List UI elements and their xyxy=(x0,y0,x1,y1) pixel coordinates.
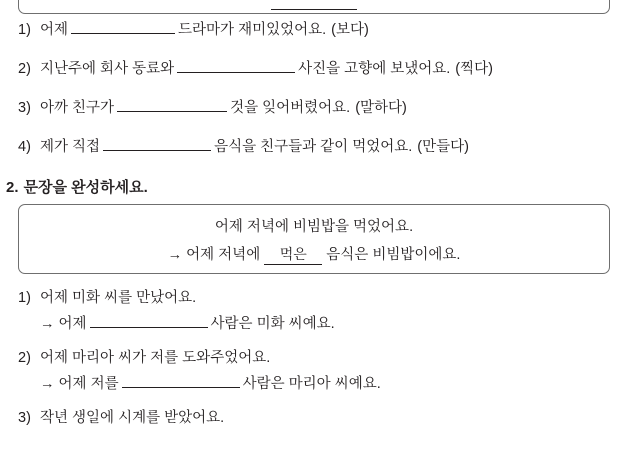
question-hint: (말하다) xyxy=(355,100,407,116)
question-row xyxy=(18,57,612,79)
question-row xyxy=(18,135,612,157)
answer-blank[interactable] xyxy=(103,135,211,151)
answer-row xyxy=(18,312,612,334)
question-row xyxy=(18,96,612,118)
question-text-before: 어제 xyxy=(40,22,69,38)
answer-blank[interactable] xyxy=(90,312,208,328)
answer-prefix: → 어제 저를 xyxy=(40,376,119,392)
question-row xyxy=(18,18,612,40)
question-row xyxy=(18,408,612,428)
answer-blank[interactable] xyxy=(117,96,227,112)
question-text-before: 지난주에 회사 동료와 xyxy=(40,61,175,77)
question-number: 1) xyxy=(18,290,31,306)
answer-blank[interactable] xyxy=(122,372,240,388)
question-number: 2) xyxy=(18,350,31,366)
section2-number: 2. xyxy=(6,179,19,196)
section2-heading xyxy=(6,176,148,197)
question-text-after: 드라마가 재미있었어요. xyxy=(178,22,327,38)
question-number: 4) xyxy=(18,139,31,155)
example-answer-suffix: 음식은 비빔밥이에요. xyxy=(326,247,461,263)
answer-prefix: → 어제 xyxy=(40,316,87,332)
answer-blank[interactable] xyxy=(177,57,295,73)
question-row xyxy=(18,348,612,368)
top-example-line xyxy=(19,0,609,10)
top-example-box xyxy=(18,0,610,14)
answer-suffix: 사람은 미화 씨예요. xyxy=(210,316,335,332)
answer-suffix: 사람은 마리아 씨예요. xyxy=(242,376,381,392)
section1-question-list xyxy=(18,18,612,174)
question-prompt: 작년 생일에 시계를 받았어요. xyxy=(40,410,225,426)
question-row xyxy=(18,288,612,308)
question-text-before: 아까 친구가 xyxy=(40,100,115,116)
example-answer-blank: 먹은 xyxy=(264,244,322,265)
answer-row xyxy=(18,372,612,394)
question-number: 3) xyxy=(18,100,31,116)
question-number: 3) xyxy=(18,410,31,426)
section2-title: 문장을 완성하세요. xyxy=(23,179,148,196)
section2-example-box xyxy=(18,204,610,274)
question-prompt: 어제 미화 씨를 만났어요. xyxy=(40,290,197,306)
question-text-after: 것을 잊어버렸어요. xyxy=(230,100,351,116)
example-sentence: 어제 저녁에 비빔밥을 먹었어요. xyxy=(214,219,414,235)
question-prompt: 어제 마리아 씨가 저를 도와주었어요. xyxy=(40,350,271,366)
question-hint: (찍다) xyxy=(455,61,493,77)
question-text-before: 제가 직접 xyxy=(40,139,101,155)
example-answer-prefix: → 어제 저녁에 xyxy=(167,247,261,263)
question-hint: (보다) xyxy=(331,22,369,38)
example-answer-line xyxy=(19,243,609,265)
top-example-blank xyxy=(271,0,357,10)
question-number: 1) xyxy=(18,22,31,38)
question-number: 2) xyxy=(18,61,31,77)
section2-question-list xyxy=(18,288,612,432)
question-hint: (만들다) xyxy=(417,139,469,155)
answer-blank[interactable] xyxy=(71,18,175,34)
question-text-after: 사진을 고향에 보냈어요. xyxy=(298,61,451,77)
question-text-after: 음식을 친구들과 같이 먹었어요. xyxy=(214,139,413,155)
